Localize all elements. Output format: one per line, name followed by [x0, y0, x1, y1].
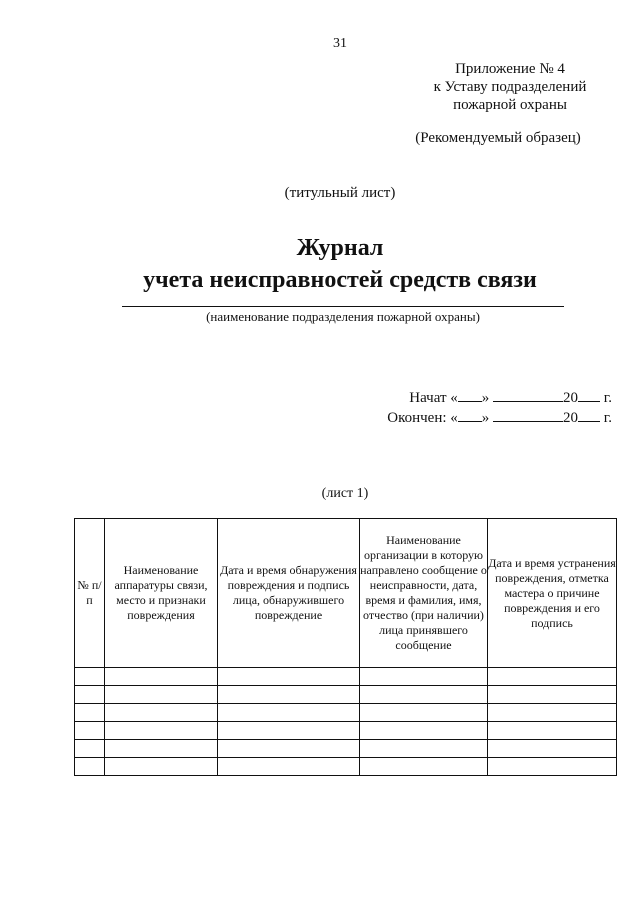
table-cell [75, 758, 105, 776]
date-ended-label: Окончен: « [387, 410, 458, 426]
ended-month-blank [493, 409, 563, 422]
header-equipment: Наименование аппаратуры связи, место и признаки повреждения [105, 519, 218, 668]
table-cell [218, 686, 360, 704]
table-cell [218, 722, 360, 740]
date-ended-quote: » [481, 410, 490, 426]
appendix-line-1: Приложение № 4 [455, 61, 565, 77]
date-started-label: Начат « [409, 390, 458, 406]
title-sheet-note: (титульный лист) [284, 185, 396, 201]
table-cell [75, 668, 105, 686]
ended-day-blank [458, 409, 482, 422]
table-row [75, 704, 617, 722]
table-cell [105, 686, 218, 704]
date-ended-century: 20 [563, 410, 579, 426]
table-cell [218, 704, 360, 722]
journal-title-line-2: учета неисправностей средств связи [143, 267, 537, 293]
sample-note: (Рекомендуемый образец) [415, 130, 581, 146]
page-number: 31 [333, 36, 347, 51]
table-cell [218, 668, 360, 686]
table-cell [360, 758, 488, 776]
table-cell [360, 668, 488, 686]
table-row [75, 758, 617, 776]
table-cell [360, 722, 488, 740]
table-cell [218, 740, 360, 758]
appendix-line-3: пожарной охраны [453, 97, 567, 113]
table-cell [488, 668, 617, 686]
table-cell [360, 740, 488, 758]
date-ended-year-suffix: г. [603, 410, 612, 426]
table-row [75, 668, 617, 686]
journal-dates [360, 388, 612, 428]
organization-name-hint: (наименование подразделения пожарной охраны) [206, 309, 480, 324]
header-number: № п/п [75, 519, 105, 668]
date-started [360, 388, 612, 408]
table-cell [105, 722, 218, 740]
table-cell [75, 704, 105, 722]
organization-name-line [122, 306, 564, 307]
table-cell [360, 686, 488, 704]
appendix-line-2: к Уставу подразделений [433, 79, 587, 95]
table-cell [488, 722, 617, 740]
table-cell [75, 740, 105, 758]
header-repair: Дата и время устранения повреждения, отметка мастера о причине повреждения и его подпись [488, 519, 617, 668]
table-header-row [75, 519, 617, 668]
table-row [75, 722, 617, 740]
date-started-century: 20 [563, 390, 579, 406]
table-cell [75, 722, 105, 740]
journal-title [100, 232, 580, 296]
ended-year-blank [578, 409, 600, 422]
table-cell [75, 686, 105, 704]
sheet-label: (лист 1) [321, 486, 369, 501]
date-started-quote: » [481, 390, 490, 406]
table-cell [488, 758, 617, 776]
table-cell [488, 686, 617, 704]
started-year-blank [578, 389, 600, 402]
table-cell [488, 740, 617, 758]
header-detection: Дата и время обнаружения повреждения и подпись лица, обнаружившего повреждение [218, 519, 360, 668]
table-cell [360, 704, 488, 722]
table-row [75, 686, 617, 704]
table-cell [105, 704, 218, 722]
journal-table [74, 518, 617, 776]
table-cell [105, 668, 218, 686]
table-cell [105, 740, 218, 758]
date-started-year-suffix: г. [603, 390, 612, 406]
journal-table-body [75, 668, 617, 776]
header-organization: Наименование организации в которую направлено сообщение о неисправности, дата, время и фамилия, имя, отчество (при наличии) лица принявшего сообщение [360, 519, 488, 668]
table-cell [488, 704, 617, 722]
table-cell [218, 758, 360, 776]
started-month-blank [493, 389, 563, 402]
date-ended [360, 408, 612, 428]
journal-title-line-1: Журнал [296, 235, 384, 261]
started-day-blank [458, 389, 482, 402]
table-row [75, 740, 617, 758]
appendix-reference [400, 60, 620, 114]
table-cell [105, 758, 218, 776]
